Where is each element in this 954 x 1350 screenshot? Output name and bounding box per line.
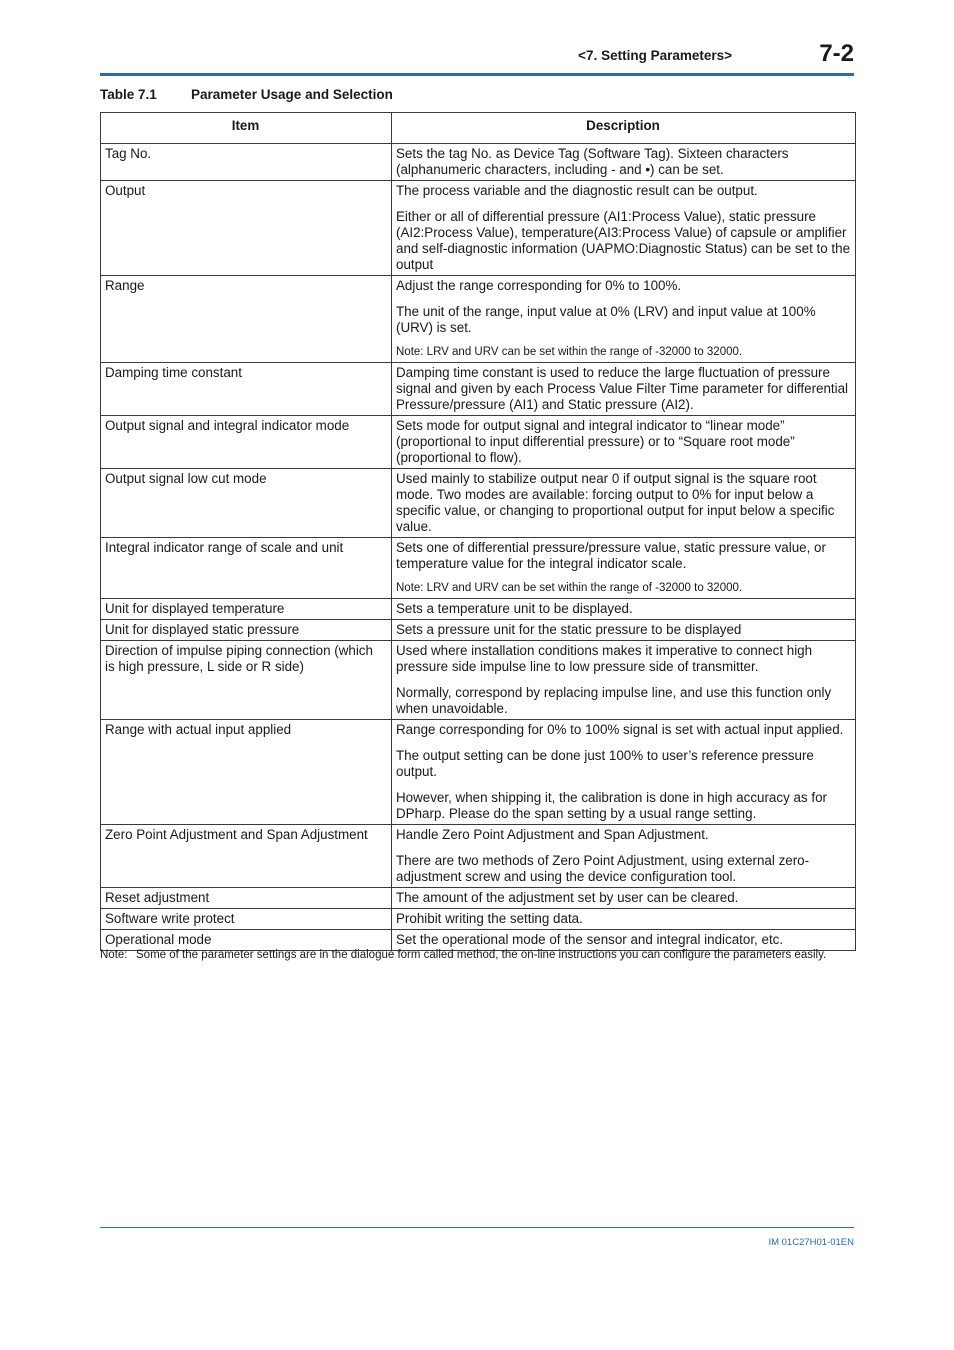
table-row: [101, 641, 856, 720]
description-cell: [392, 641, 856, 720]
description-paragraph: Sets a temperature unit to be displayed.: [396, 601, 633, 616]
item-cell: Zero Point Adjustment and Span Adjustment: [101, 825, 392, 888]
column-header-item: Item: [101, 113, 392, 144]
description-paragraph: Sets a pressure unit for the static pressure to be displayed: [396, 622, 742, 637]
item-cell: Range: [101, 276, 392, 363]
description-cell: [392, 181, 856, 276]
table-row: [101, 276, 856, 363]
footnote-label: Note:: [100, 949, 128, 961]
table-row: [101, 825, 856, 888]
item-cell: Output signal low cut mode: [101, 469, 392, 538]
chapter-title: <7. Setting Parameters>: [578, 48, 732, 63]
table-row: [101, 469, 856, 538]
item-cell: Tag No.: [101, 144, 392, 181]
item-cell: Integral indicator range of scale and unit: [101, 538, 392, 599]
description-paragraph: Handle Zero Point Adjustment and Span Adjustment.: [396, 827, 709, 842]
table-body: [101, 144, 856, 951]
parameter-table: [100, 112, 856, 951]
table-row: [101, 144, 856, 181]
description-paragraph: Sets the tag No. as Device Tag (Software Tag). Sixteen characters (alphanumeric characters, including - and •) can be set.: [396, 146, 789, 177]
table-row: [101, 909, 856, 930]
description-cell: [392, 538, 856, 599]
table-caption-number: Table 7.1: [100, 87, 157, 102]
description-cell: [392, 276, 856, 363]
description-cell: [392, 144, 856, 181]
description-cell: [392, 620, 856, 641]
table-caption-title: Parameter Usage and Selection: [191, 87, 393, 102]
table-row: [101, 363, 856, 416]
description-cell: [392, 720, 856, 825]
item-cell: Damping time constant: [101, 363, 392, 416]
range-note: Note: LRV and URV can be set within the range of -32000 to 32000.: [396, 346, 743, 358]
footer-divider: [100, 1227, 854, 1228]
item-cell: Software write protect: [101, 909, 392, 930]
description-cell: [392, 469, 856, 538]
table-row: [101, 416, 856, 469]
footnote-text: Some of the parameter settings are in the dialogue form called method, the on-line instructions you can configure the parameters easily.: [136, 949, 827, 961]
description-paragraph: The amount of the adjustment set by user can be cleared.: [396, 890, 739, 905]
description-paragraph: Either or all of differential pressure (AI1:Process Value), static pressure (AI2:Process Value), temperature(AI3:Process Value) of capsule or amplifier and self-diagnostic information (UAPMO:Diagnostic Status) can be set to the output: [396, 209, 851, 272]
description-cell: [392, 363, 856, 416]
item-cell: Direction of impulse piping connection (which is high pressure, L side or R side): [101, 641, 392, 720]
description-paragraph: Sets mode for output signal and integral indicator to “linear mode” (proportional to input differential pressure) or to “Square root mode” (proportional to flow).: [396, 418, 795, 465]
description-paragraph: Used mainly to stabilize output near 0 if output signal is the square root mode. Two modes are available: forcing output to 0% for input below a specific value, or changing to proportional output for input below a specific value.: [396, 471, 835, 534]
page-number: 7-2: [819, 40, 854, 67]
description-cell: [392, 909, 856, 930]
description-cell: [392, 599, 856, 620]
item-cell: Reset adjustment: [101, 888, 392, 909]
description-paragraph: The unit of the range, input value at 0% (LRV) and input value at 100% (URV) is set.: [396, 304, 816, 335]
header-divider: [100, 73, 854, 76]
table-row: [101, 538, 856, 599]
table-row: [101, 888, 856, 909]
range-note: Note: LRV and URV can be set within the range of -32000 to 32000.: [396, 582, 743, 594]
column-header-description: Description: [392, 113, 856, 144]
item-cell: Output: [101, 181, 392, 276]
item-cell: Unit for displayed static pressure: [101, 620, 392, 641]
description-paragraph: The process variable and the diagnostic result can be output.: [396, 183, 758, 198]
description-paragraph: Normally, correspond by replacing impulse line, and use this function only when unavoidable.: [396, 685, 832, 716]
item-cell: Operational mode: [101, 930, 392, 951]
description-paragraph: The output setting can be done just 100% to user’s reference pressure output.: [396, 748, 814, 779]
table-row: [101, 181, 856, 276]
item-cell: Unit for displayed temperature: [101, 599, 392, 620]
footnote: [100, 948, 854, 963]
item-cell: Output signal and integral indicator mode: [101, 416, 392, 469]
description-paragraph: Adjust the range corresponding for 0% to 100%.: [396, 278, 682, 293]
description-paragraph: Sets one of differential pressure/pressure value, static pressure value, or temperature value for the integral indicator scale.: [396, 540, 826, 571]
table-row: [101, 620, 856, 641]
description-paragraph: Damping time constant is used to reduce the large fluctuation of pressure signal and given by each Process Value Filter Time parameter for differential Pressure/pressure (AI1) and Static pressure (AI2).: [396, 365, 849, 412]
table-caption: [100, 87, 393, 102]
description-cell: [392, 888, 856, 909]
description-paragraph: Set the operational mode of the sensor and integral indicator, etc.: [396, 932, 784, 947]
item-cell: Range with actual input applied: [101, 720, 392, 825]
table-row: [101, 599, 856, 620]
description-paragraph: However, when shipping it, the calibration is done in high accuracy as for DPharp. Please do the span setting by a usual range setting.: [396, 790, 827, 821]
description-paragraph: Range corresponding for 0% to 100% signal is set with actual input applied.: [396, 722, 844, 737]
document-id: IM 01C27H01-01EN: [768, 1237, 854, 1248]
description-paragraph: There are two methods of Zero Point Adjustment, using external zero-adjustment screw and using the device configuration tool.: [396, 853, 810, 884]
description-paragraph: Used where installation conditions makes it imperative to connect high pressure side impulse line to low pressure side of transmitter.: [396, 643, 813, 674]
table-row: [101, 720, 856, 825]
description-cell: [392, 416, 856, 469]
description-paragraph: Prohibit writing the setting data.: [396, 911, 583, 926]
description-cell: [392, 825, 856, 888]
table-header-row: [101, 113, 856, 144]
